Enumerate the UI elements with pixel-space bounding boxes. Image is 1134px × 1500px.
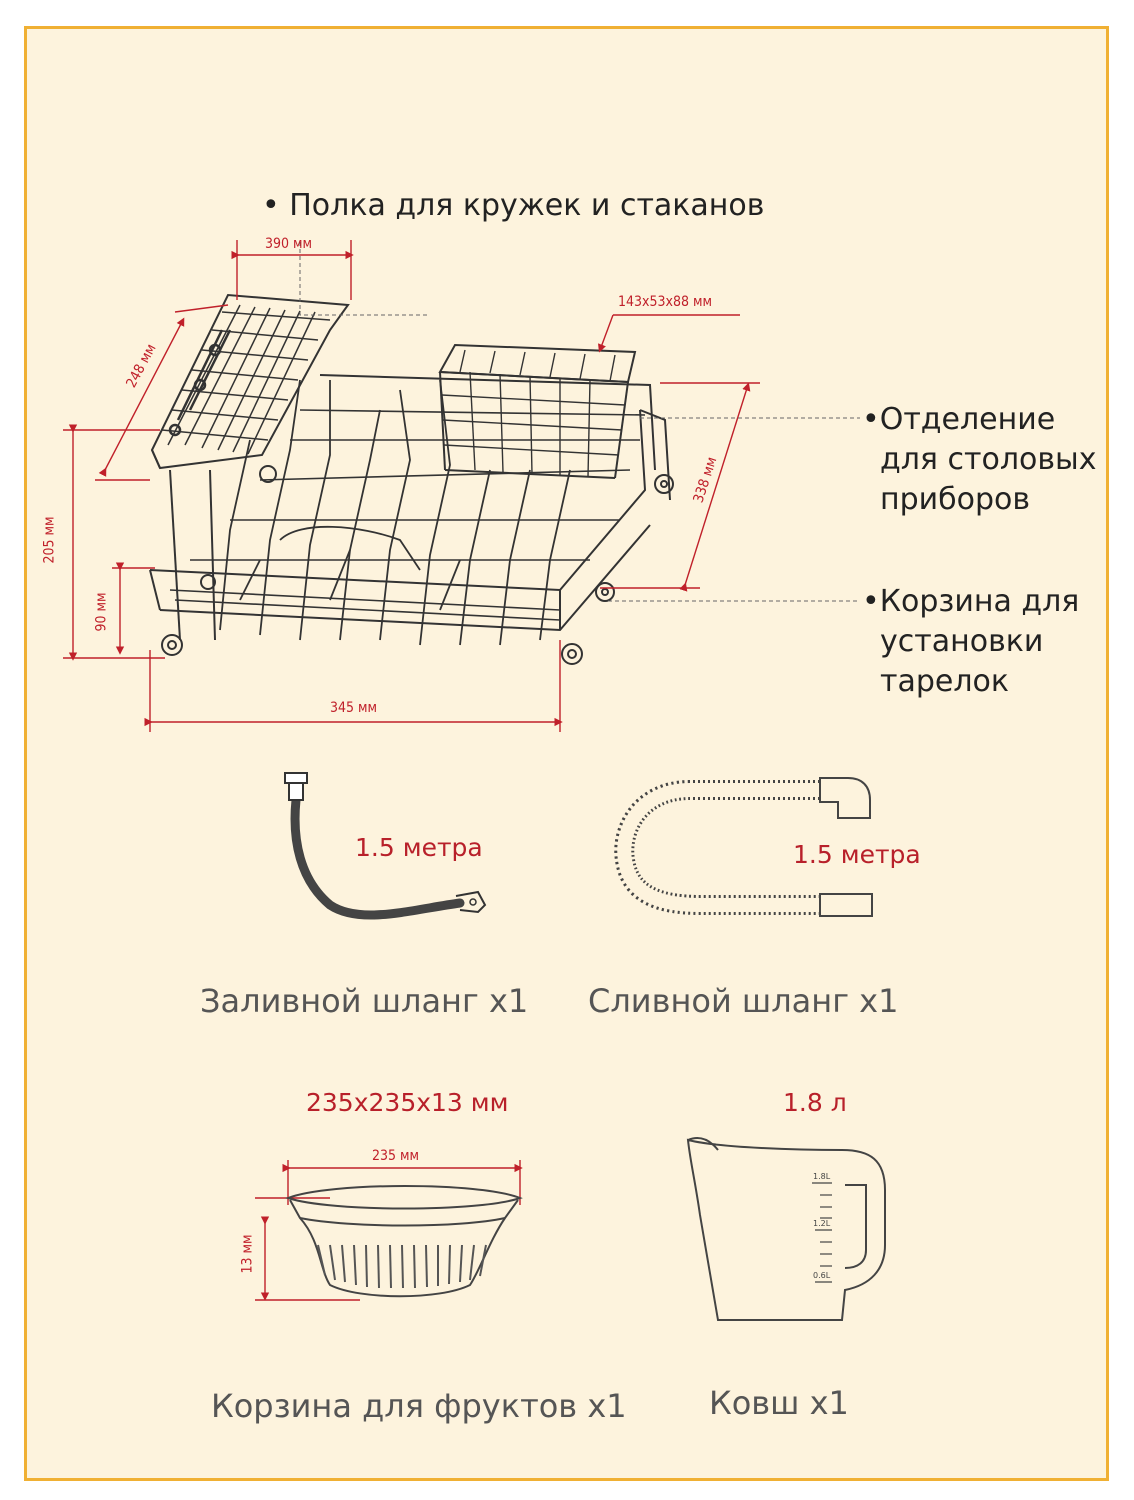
dim-13: 13 мм xyxy=(239,1234,256,1274)
dim-143: 143x53x88 мм xyxy=(618,294,712,310)
dim-90: 90 мм xyxy=(93,592,110,632)
jug-mark-06: 0.6L xyxy=(813,1271,831,1280)
dim-235: 235 мм xyxy=(372,1148,420,1164)
dish-rack-drawing xyxy=(150,375,673,664)
shelf-label: • Полка для кружек и стаканов xyxy=(262,188,765,223)
jug-drawing xyxy=(688,1138,885,1320)
dim-248: 248 мм xyxy=(123,341,160,391)
drain-caption: Сливной шланг x1 xyxy=(588,982,899,1020)
bullet-icon: • xyxy=(862,402,880,437)
jug-mark-18: 1.8L xyxy=(813,1172,831,1181)
drain-length: 1.5 метра xyxy=(793,840,921,869)
cutlery-basket-drawing xyxy=(440,345,635,478)
basket-label: •Корзина для установки тарелок xyxy=(862,584,1080,699)
dim-390: 390 мм xyxy=(265,236,313,252)
dim-345: 345 мм xyxy=(330,700,378,716)
bullet-icon: • xyxy=(862,584,880,619)
inlet-length: 1.5 метра xyxy=(355,833,483,862)
jug-caption: Ковш x1 xyxy=(709,1384,849,1422)
fruit-basket-drawing xyxy=(255,1160,520,1300)
jug-volume: 1.8 л xyxy=(783,1088,847,1117)
dim-205: 205 мм xyxy=(41,516,58,564)
inlet-caption: Заливной шланг x1 xyxy=(200,982,529,1020)
dim-338: 338 мм xyxy=(690,455,721,505)
fruit-caption: Корзина для фруктов x1 xyxy=(211,1387,627,1425)
fruit-size: 235x235x13 мм xyxy=(306,1088,509,1117)
cutlery-label: •Отделение для столовых приборов xyxy=(862,402,1097,517)
jug-mark-12: 1.2L xyxy=(813,1219,831,1228)
bullet-icon: • xyxy=(262,188,290,223)
